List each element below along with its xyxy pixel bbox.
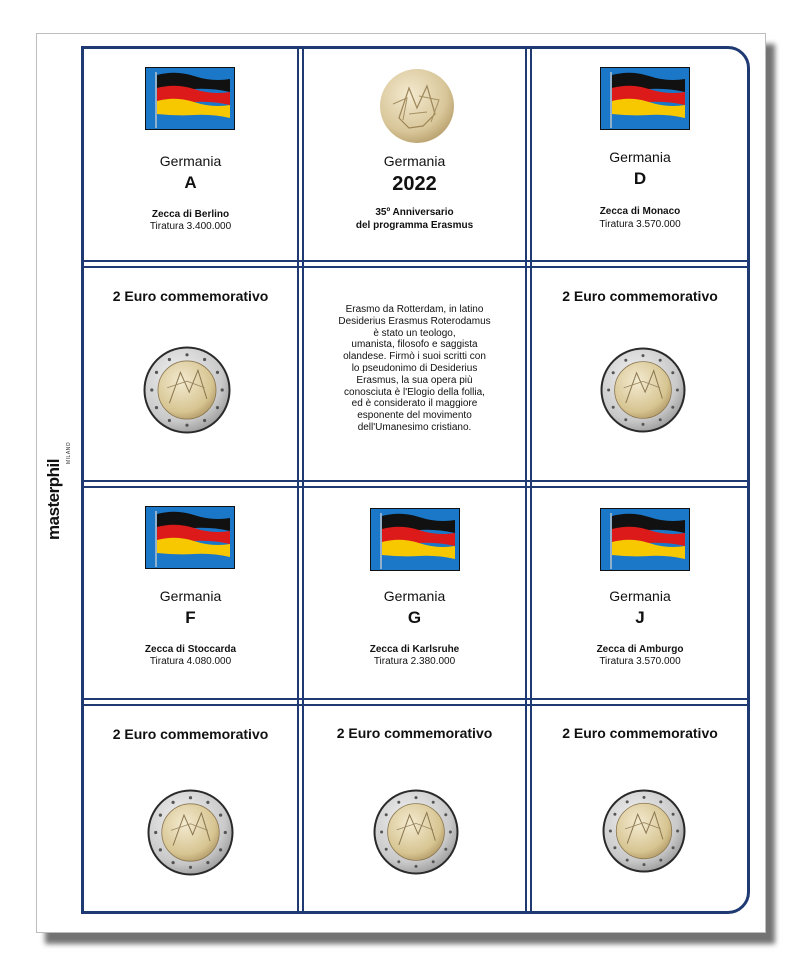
grid-divider — [81, 480, 750, 482]
country-label: Germania — [383, 153, 446, 169]
description-line: esponente del movimento — [357, 410, 472, 422]
cell-coin-a — [84, 268, 297, 480]
coin-image — [373, 789, 459, 875]
german-flag-icon — [145, 67, 235, 130]
description-text — [304, 304, 525, 434]
coin-title: 2 Euro commemorativo — [112, 288, 269, 304]
coin-image — [147, 789, 234, 876]
country-label: Germania — [159, 153, 222, 169]
coin-image — [602, 789, 686, 873]
mint-name: Zecca di Stoccarda — [144, 644, 237, 655]
cell-year — [304, 49, 525, 260]
german-flag-icon — [145, 506, 235, 569]
issue-subtitle-line1: 35º Anniversario — [375, 207, 454, 218]
coin-title: 2 Euro commemorativo — [562, 725, 718, 741]
mint-letter: F — [185, 608, 196, 627]
cell-mint-g — [304, 488, 525, 698]
country-label: Germania — [159, 588, 222, 604]
cell-coin-j — [532, 706, 748, 911]
cell-mint-a — [84, 49, 297, 260]
mint-name: Zecca di Monaco — [599, 206, 681, 217]
description-line: ed è considerato il maggiore — [351, 398, 478, 410]
brand-name: masterphil — [44, 459, 63, 540]
coin-image — [143, 346, 231, 434]
issue-subtitle-line2: del programma Erasmus — [355, 220, 474, 231]
coin-title: 2 Euro commemorativo — [112, 726, 269, 742]
country-label: Germania — [609, 588, 671, 604]
brand-logo — [44, 430, 80, 540]
cell-coin-d — [532, 268, 748, 480]
mint-letter: A — [184, 173, 197, 192]
coin-image — [600, 347, 686, 433]
grid-divider — [81, 260, 750, 262]
mint-letter: G — [407, 608, 422, 627]
description-line: conosciuta è l'Elogio della follia, — [344, 386, 485, 398]
mint-name: Zecca di Berlino — [151, 209, 230, 220]
description-line: olandese. Firmò i suoi scritti con — [343, 351, 486, 363]
mint-letter: J — [635, 608, 645, 627]
mintage: Tiratura 3.570.000 — [599, 656, 681, 667]
coin-title: 2 Euro commemorativo — [562, 288, 718, 304]
mint-name: Zecca di Amburgo — [596, 644, 684, 655]
cell-coin-f — [84, 706, 297, 911]
cell-mint-j — [532, 488, 748, 698]
mint-letter: D — [633, 169, 647, 188]
german-flag-icon — [370, 508, 460, 571]
country-label: Germania — [609, 149, 671, 165]
description-line: umanista, filosofo e saggista — [351, 339, 478, 351]
mintage: Tiratura 3.400.000 — [149, 221, 232, 232]
grid-divider — [81, 698, 750, 700]
erasmus-design-icon — [379, 68, 455, 144]
mintage: Tiratura 2.380.000 — [373, 656, 456, 667]
mintage: Tiratura 3.570.000 — [599, 219, 681, 230]
coin-title: 2 Euro commemorativo — [336, 725, 493, 741]
cell-description — [304, 268, 525, 480]
description-line: Erasmus, la sua opera più — [356, 374, 473, 386]
brand-sub: MILANO — [66, 441, 72, 464]
country-label: Germania — [383, 588, 446, 604]
description-line: Erasmo da Rotterdam, in latino — [345, 304, 484, 315]
description-line: dell'Umanesimo cristiano. — [357, 421, 472, 433]
cell-mint-d — [532, 49, 748, 260]
german-flag-icon — [600, 67, 690, 130]
mint-name: Zecca di Karlsruhe — [369, 644, 460, 655]
description-line: lo pseudonimo di Desiderius — [351, 362, 478, 374]
mintage: Tiratura 4.080.000 — [149, 656, 232, 667]
issue-year: 2022 — [392, 173, 437, 195]
cell-mint-f — [84, 488, 297, 698]
description-line: Desiderius Erasmus Roterodamus — [338, 315, 491, 327]
description-line: è stato un teologo, — [373, 327, 456, 339]
cell-coin-g — [304, 706, 525, 911]
german-flag-icon — [600, 508, 690, 571]
